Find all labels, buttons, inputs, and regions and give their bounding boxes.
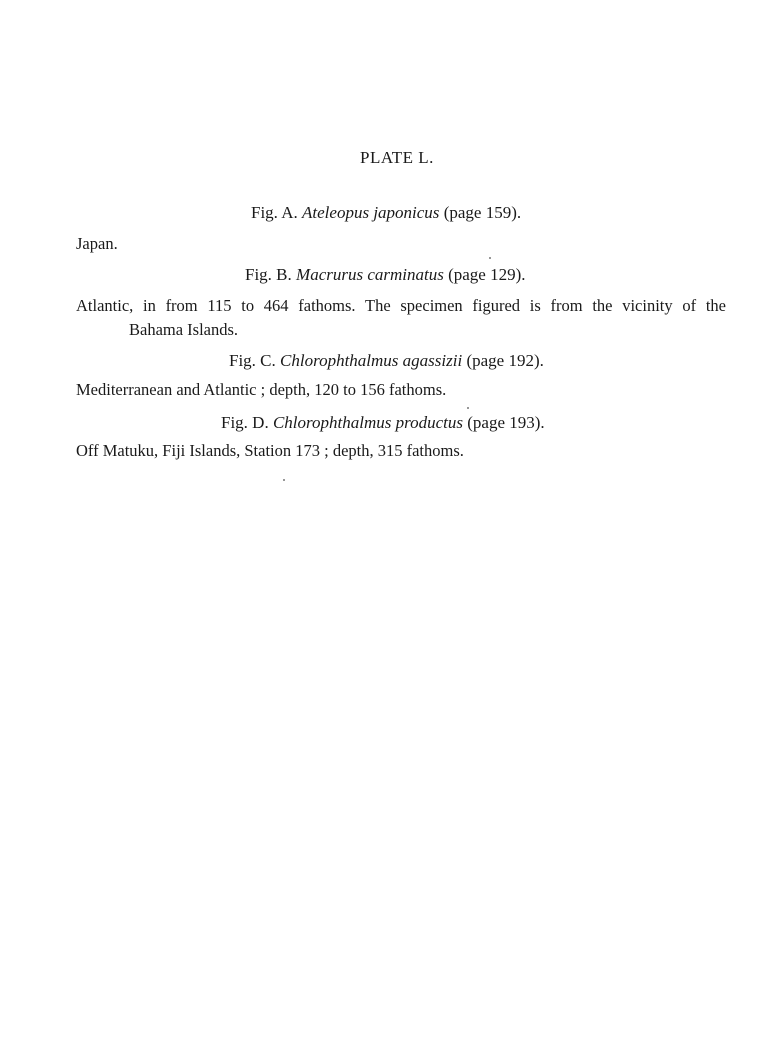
figure-a-caption bbox=[251, 203, 521, 223]
figure-d-page-ref: (page 193). bbox=[467, 413, 545, 432]
figure-a-species: Ateleopus japonicus bbox=[302, 203, 440, 222]
figure-d-label: Fig. D. bbox=[221, 413, 269, 432]
figure-c-label: Fig. C. bbox=[229, 351, 276, 370]
figure-c-page-ref: (page 192). bbox=[466, 351, 544, 370]
figure-b-label: Fig. B. bbox=[245, 265, 292, 284]
figure-c-species: Chlorophthalmus agassizii bbox=[280, 351, 463, 370]
plate-title: PLATE L. bbox=[360, 148, 434, 167]
figure-b-description-line1: Atlantic, in from 115 to 464 fathoms. The specimen figured is from the vicinity of the bbox=[76, 296, 726, 315]
figure-d-species: Chlorophthalmus productus bbox=[272, 413, 463, 432]
figure-c-description: Mediterranean and Atlantic ; depth, 120 to 156 fathoms. bbox=[76, 380, 447, 399]
figure-b-description bbox=[76, 294, 726, 342]
figure-b-page-ref: (page 129). bbox=[448, 265, 526, 284]
scan-speck bbox=[283, 479, 285, 481]
scan-speck bbox=[467, 407, 469, 409]
figure-b-caption bbox=[245, 265, 526, 285]
figure-a-description: Japan. bbox=[76, 234, 118, 253]
scan-speck bbox=[489, 257, 491, 259]
figure-b-species: Macrurus carminatus bbox=[296, 265, 444, 284]
figure-a-page-ref: (page 159). bbox=[443, 203, 522, 222]
figure-c-caption bbox=[229, 351, 544, 371]
figure-d-description: Off Matuku, Fiji Islands, Station 173 ; depth, 315 fathoms. bbox=[76, 441, 464, 460]
figure-a-label: Fig. A. bbox=[251, 203, 298, 222]
figure-d-caption bbox=[221, 413, 545, 433]
figure-b-description-line2: Bahama Islands. bbox=[129, 320, 239, 339]
